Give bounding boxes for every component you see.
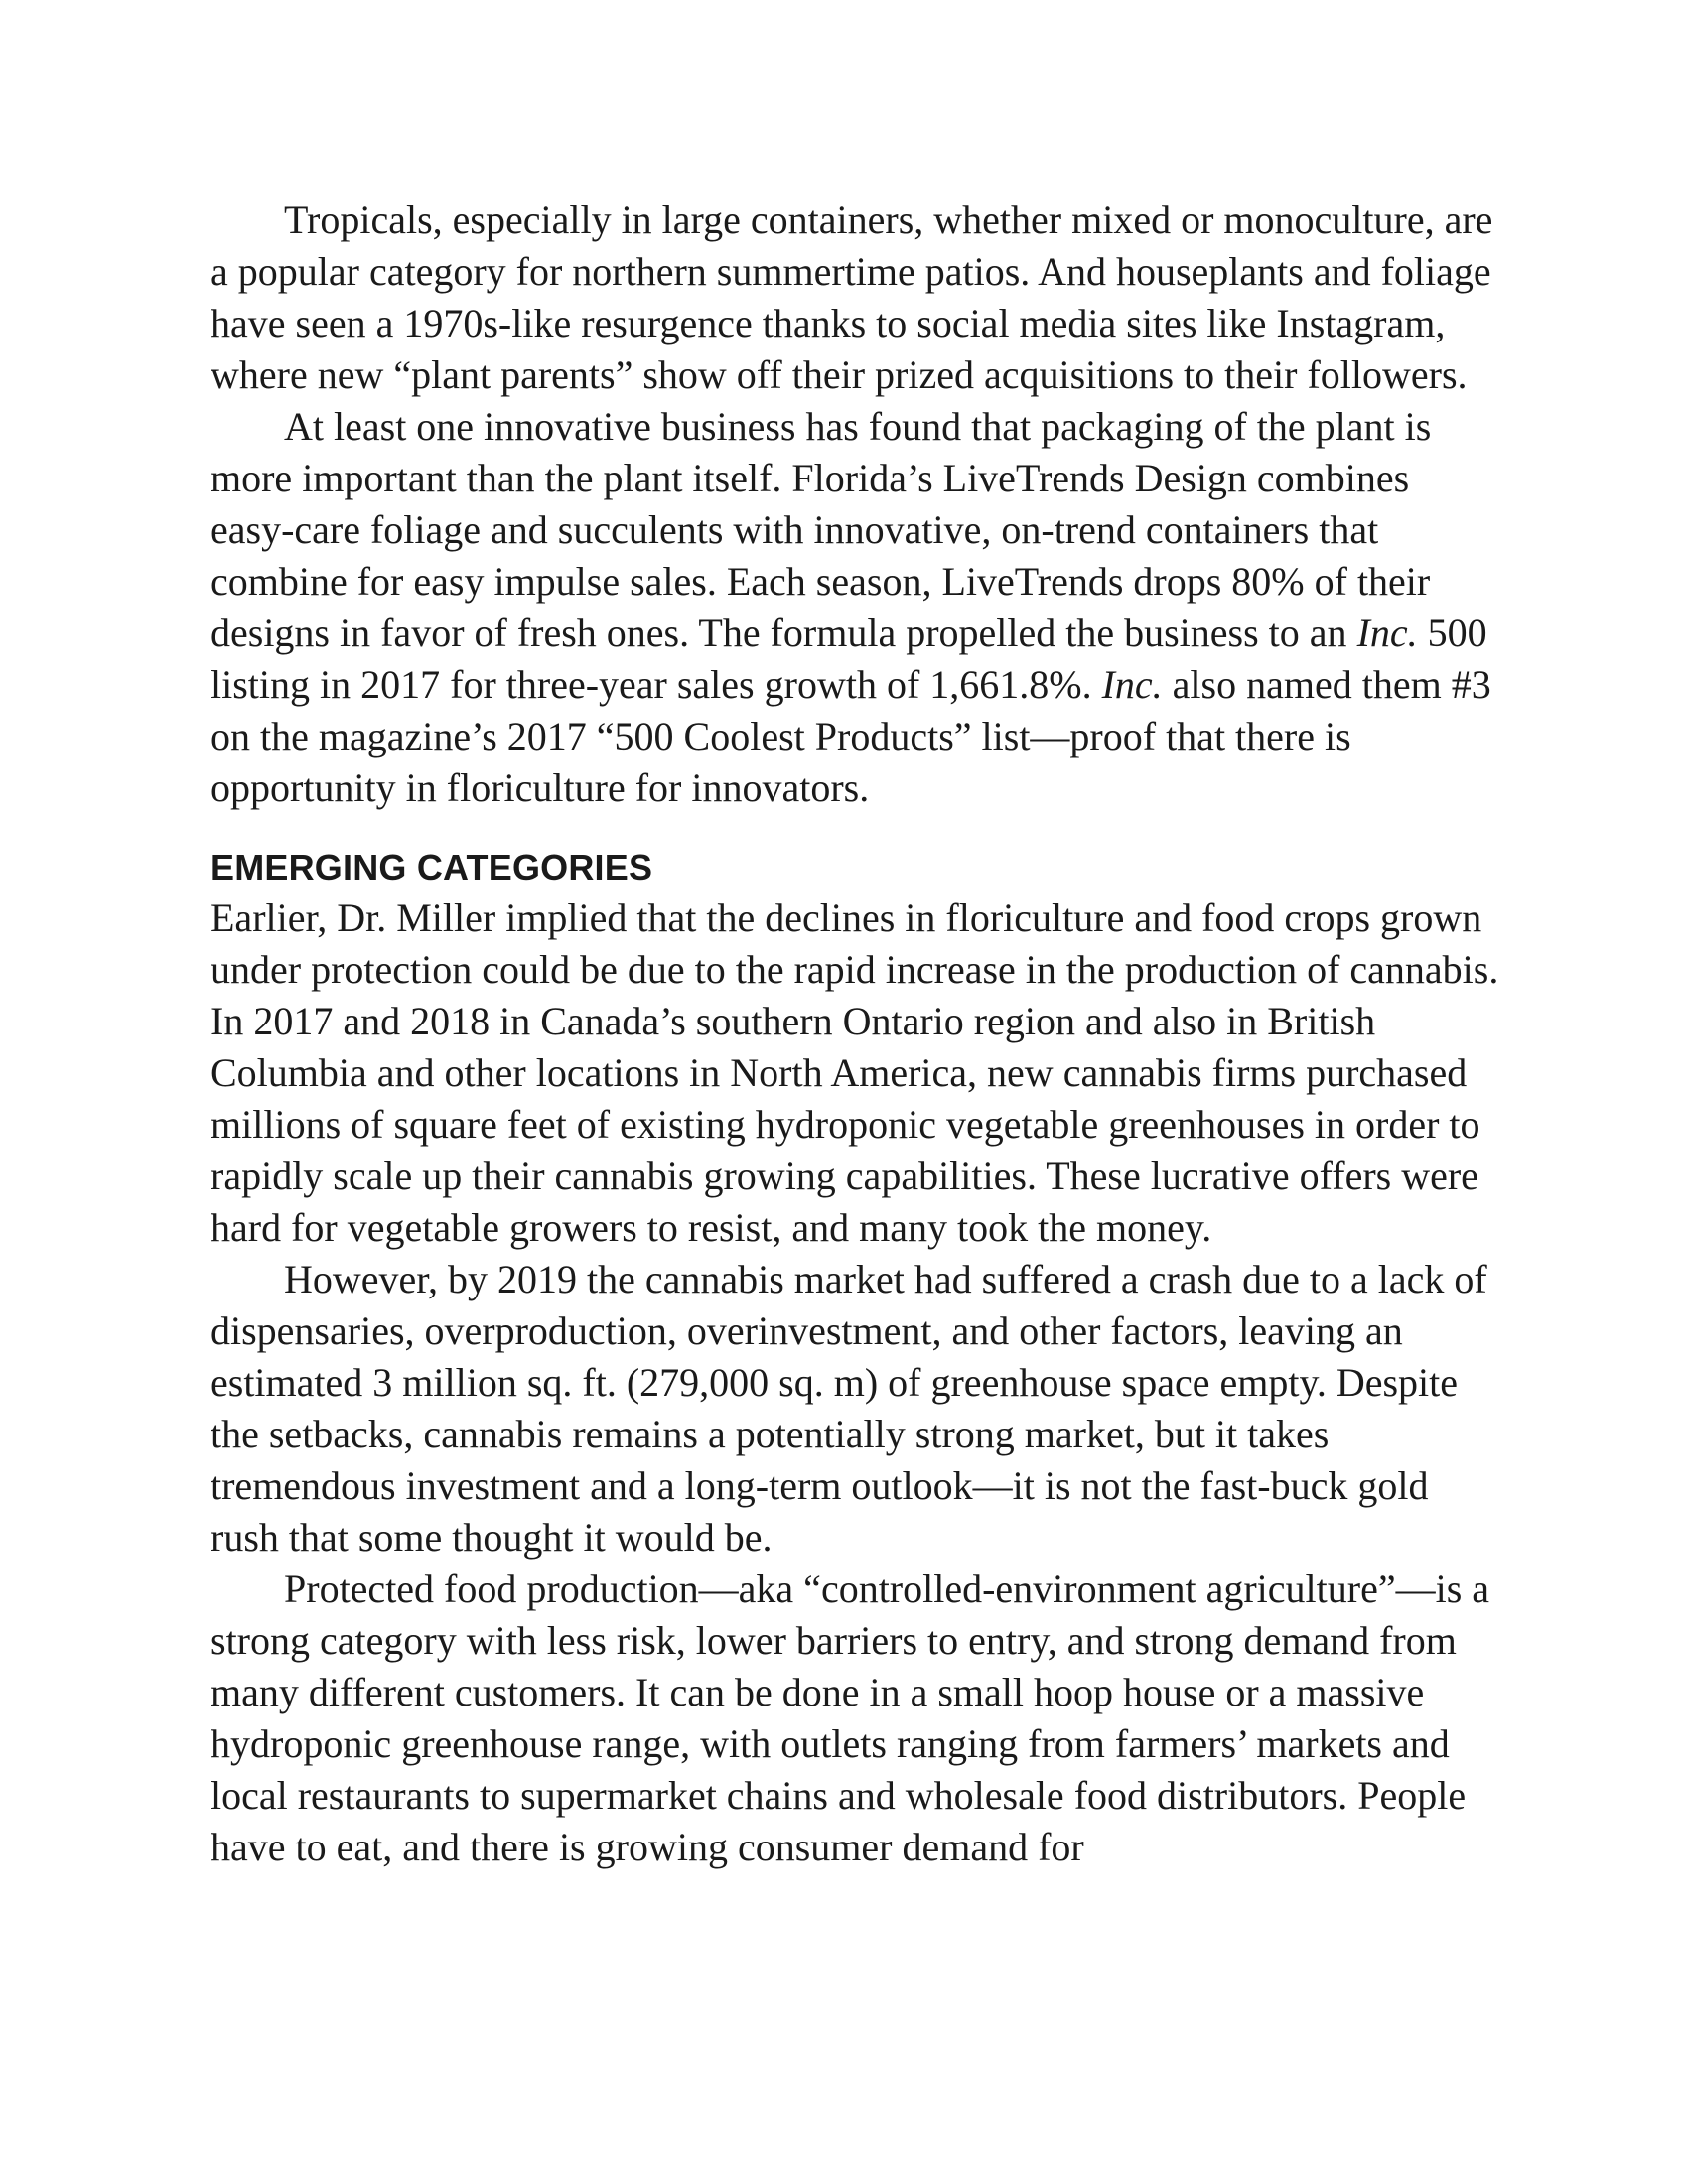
paragraph-text: However, by 2019 the cannabis market had suffered a crash due to a lack of dispensaries, overproduction, overinvestment, and other factors, leaving an estimated 3 million sq. ft. (279,000 sq. m) of greenhouse space empty. Despite the setbacks, cannabis remains a potentially strong market, but it takes tremendous investment and a long-term outlook—it is not the fast-buck gold rush that some thought it would be.: [211, 1257, 1487, 1560]
paragraph-text: Earlier, Dr. Miller implied that the declines in floriculture and food crops grown under protection could be due to the rapid increase in the production of cannabis. In 2017 and 2018 in Canada’s southern Ontario region and also in British Columbia and other locations in North America, new cannabis firms purchased millions of square feet of existing hydroponic vegetable greenhouses in order to rapidly scale up their cannabis growing capabilities. These lucrative offers were hard for vegetable growers to resist, and many took the money.: [211, 895, 1499, 1250]
document-page: [211, 195, 1501, 1873]
paragraph-tropicals: [211, 195, 1501, 401]
paragraph-text: 500 listing in 2017 for three-year sales growth of 1,661.8%.: [211, 611, 1487, 707]
section-heading: EMERGING CATEGORIES: [211, 847, 653, 887]
paragraph-text: Protected food production—aka “controlled-environment agriculture”—is a strong category with less risk, lower barriers to entry, and strong demand from many different customers. It can be done in a small hoop house or a massive hydroponic greenhouse range, with outlets ranging from farmers’ markets and local restaurants to supermarket chains and wholesale food distributors. People have to eat, and there is growing consumer demand for: [211, 1567, 1490, 1869]
paragraph-livetrends: [211, 401, 1501, 814]
paragraph-text: also named them #3 on the magazine’s 2017 “500 Coolest Products” list—proof that there is opportunity in floriculture for innovators.: [211, 662, 1491, 810]
paragraph-text: At least one innovative business has found that packaging of the plant is more important than the plant itself. Florida’s LiveTrends Design combines easy-care foliage and succulents with innovative, on-trend containers that combine for easy impulse sales. Each season, LiveTrends drops 80% of their designs in favor of fresh ones. The formula propelled the business to an: [211, 404, 1432, 655]
paragraph-cannabis-intro: [211, 892, 1501, 1254]
italic-publication-name: Inc.: [1101, 662, 1163, 707]
paragraph-text: Tropicals, especially in large containers, whether mixed or monoculture, are a popular category for northern summertime patios. And houseplants and foliage have seen a 1970s-like resurgence thanks to social media sites like Instagram, where new “plant parents” show off their prized acquisitions to their followers.: [211, 198, 1493, 397]
italic-publication-name: Inc.: [1356, 611, 1418, 655]
paragraph-cannabis-crash: [211, 1254, 1501, 1564]
paragraph-protected-food: [211, 1564, 1501, 1873]
